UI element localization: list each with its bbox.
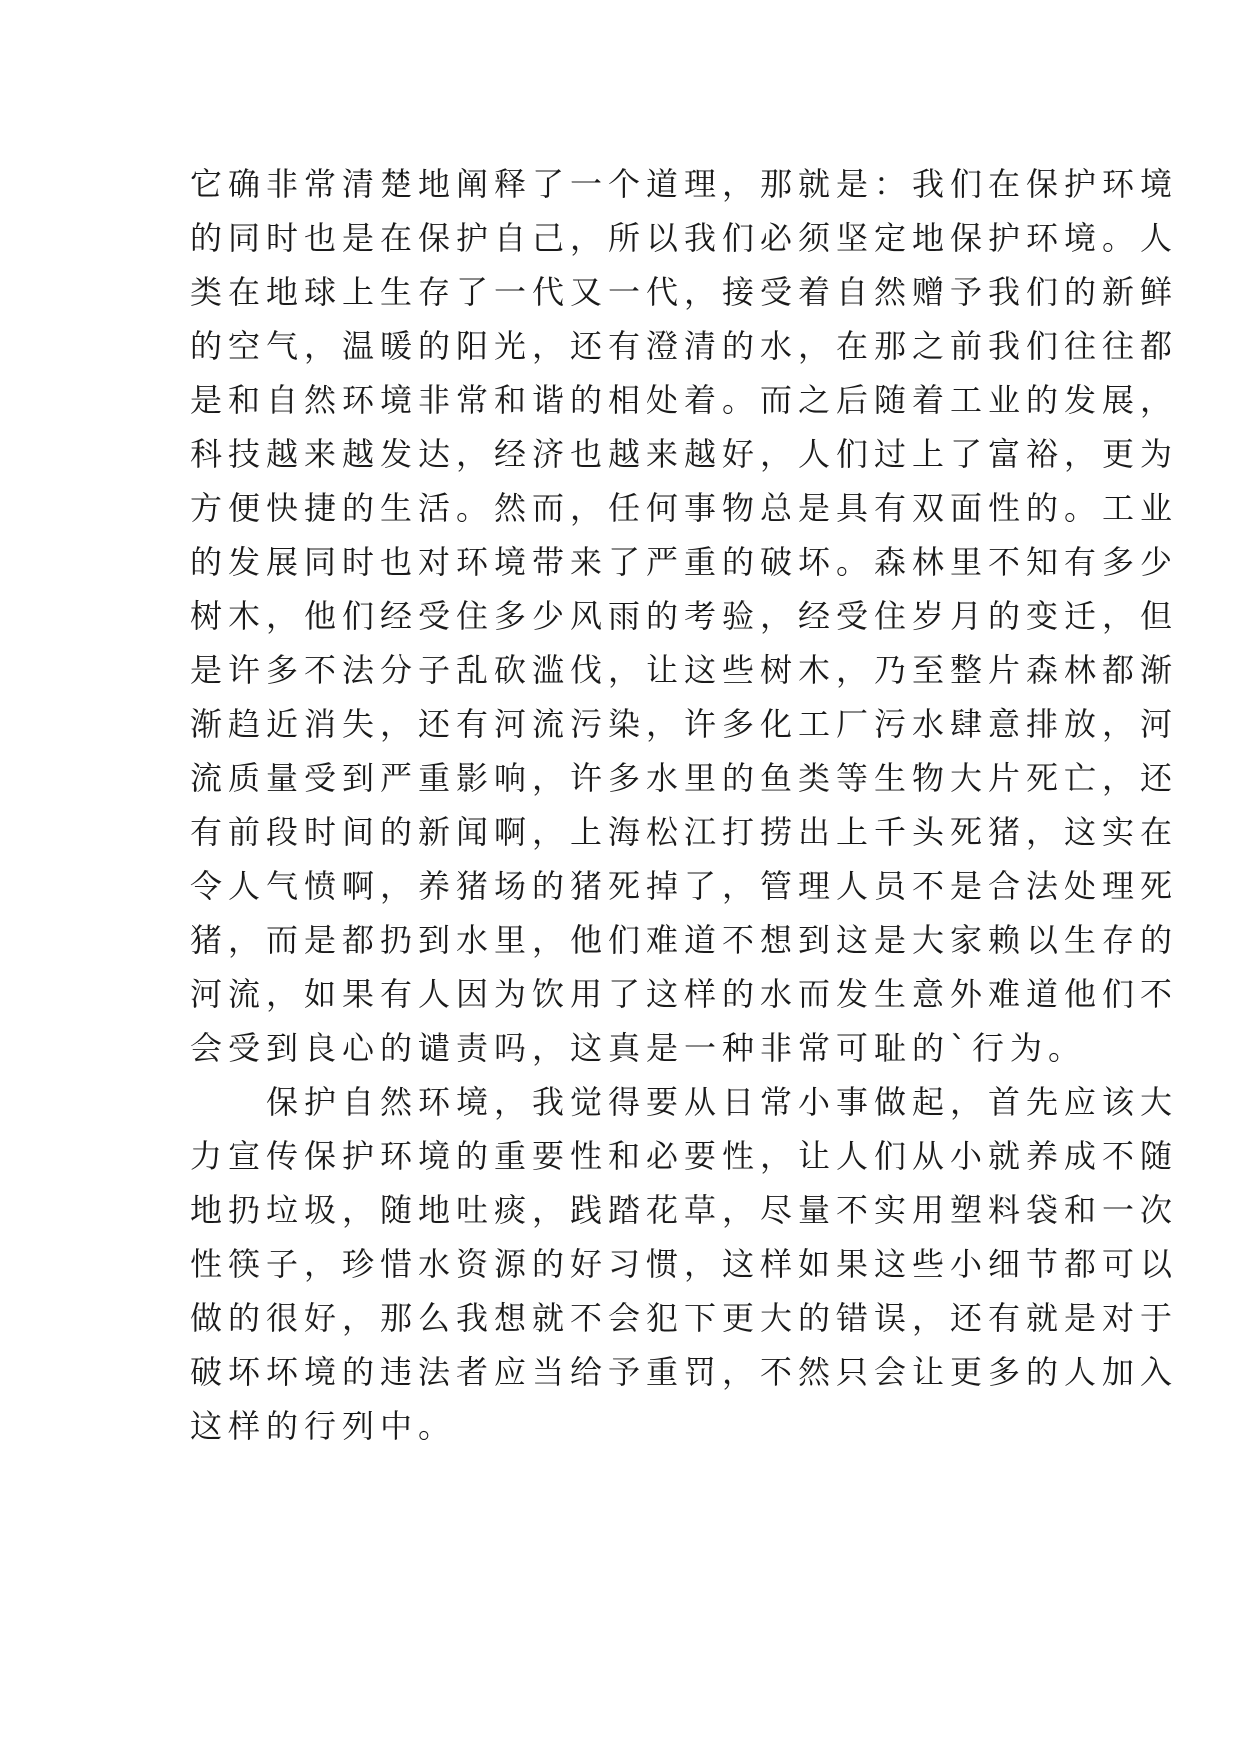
text-line: 这样的行列中。 <box>190 1407 457 1445</box>
text-line: 类在地球上生存了一代又一代，接受着自然赠予我们的新鲜 <box>190 273 1179 311</box>
body-text <box>190 157 1179 1453</box>
text-line: 的同时也是在保护自己，所以我们必须坚定地保护环境。人 <box>190 219 1179 257</box>
text-line: 猪，而是都扔到水里，他们难道不想到这是大家赖以生存的 <box>190 921 1179 959</box>
text-line: 是和自然环境非常和谐的相处着。而之后随着工业的发展， <box>190 381 1179 419</box>
text-line: 有前段时间的新闻啊，上海松江打捞出上千头死猪，这实在 <box>190 813 1179 851</box>
text-line: 是许多不法分子乱砍滥伐，让这些树木，乃至整片森林都渐 <box>190 651 1179 689</box>
text-line: 的发展同时也对环境带来了严重的破坏。森林里不知有多少 <box>190 543 1179 581</box>
text-line: 渐趋近消失，还有河流污染，许多化工厂污水肆意排放，河 <box>190 705 1179 743</box>
text-line: 它确非常清楚地阐释了一个道理，那就是：我们在保护环境 <box>190 165 1179 203</box>
text-line: 的空气，温暖的阳光，还有澄清的水，在那之前我们往往都 <box>190 327 1179 365</box>
text-line: 流质量受到严重影响，许多水里的鱼类等生物大片死亡，还 <box>190 759 1179 797</box>
text-line: 科技越来越发达，经济也越来越好，人们过上了富裕，更为 <box>190 435 1179 473</box>
text-line: 河流，如果有人因为饮用了这样的水而发生意外难道他们不 <box>190 975 1179 1013</box>
text-line: 树木，他们经受住多少风雨的考验，经受住岁月的变迁，但 <box>190 597 1179 635</box>
text-line: 做的很好，那么我想就不会犯下更大的错误，还有就是对于 <box>190 1299 1179 1337</box>
text-line: 力宣传保护环境的重要性和必要性，让人们从小就养成不随 <box>190 1137 1179 1175</box>
text-line: 会受到良心的谴责吗，这真是一种非常可耻的`行为。 <box>190 1029 1087 1067</box>
text-line: 地扔垃圾，随地吐痰，践踏花草，尽量不实用塑料袋和一次 <box>190 1191 1179 1229</box>
text-line: 性筷子，珍惜水资源的好习惯，这样如果这些小细节都可以 <box>190 1245 1179 1283</box>
text-line: 破坏坏境的违法者应当给予重罚，不然只会让更多的人加入 <box>190 1353 1179 1391</box>
text-line: 令人气愤啊，养猪场的猪死掉了，管理人员不是合法处理死 <box>190 867 1179 905</box>
paragraph-start-line: 保护自然环境，我觉得要从日常小事做起，首先应该大 <box>190 1083 1179 1121</box>
text-line: 方便快捷的生活。然而，任何事物总是具有双面性的。工业 <box>190 489 1179 527</box>
